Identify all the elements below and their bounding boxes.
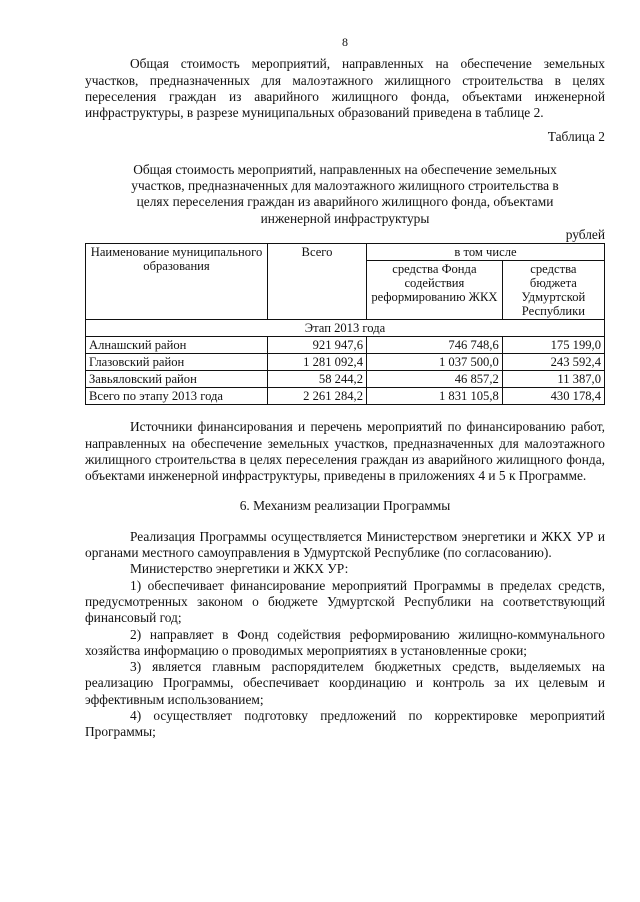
row-name: Глазовский район [86, 354, 268, 371]
sources-paragraph: Источники финансирования и перечень мероприятий по финансированию работ, направленных на обеспечение земельных участков, предназначенных для малоэтажного жилищного строительства в целях переселения граждан из аварийного жилищного фонда, объектами инженерной инфраструктуры, приведены в приложениях 4 и 5 к Программе. [85, 419, 605, 484]
document-page [85, 34, 605, 741]
table-row [86, 337, 605, 354]
row-budget: 430 178,4 [502, 388, 604, 405]
row-name: Всего по этапу 2013 года [86, 388, 268, 405]
mechanism-paragraph: Реализация Программы осуществляется Министерством энергетики и ЖКХ УР и органами местного самоуправления в Удмуртской Республике (по согласованию). [85, 528, 605, 561]
row-fund: 1 831 105,8 [367, 388, 503, 405]
row-fund: 46 857,2 [367, 371, 503, 388]
row-total: 2 261 284,2 [268, 388, 367, 405]
header-total: Всего [268, 244, 367, 320]
header-municipality: Наименование муниципального образования [86, 244, 268, 320]
cost-table [85, 243, 605, 405]
list-item: 2) направляет в Фонд содействия реформированию жилищно-коммунального хозяйства информацию о проводимых мероприятиях в установленные сроки; [85, 626, 605, 658]
list-item: 1) обеспечивает финансирование мероприятий Программы в пределах средств, предусмотренных законом о бюджете Удмуртской Республики на соответствующий финансовый год; [85, 577, 605, 626]
header-fund: средства Фонда содействия реформированию ЖКХ [367, 261, 503, 320]
header-budget: средства бюджета Удмуртской Республики [502, 261, 604, 320]
intro-paragraph: Общая стоимость мероприятий, направленных на обеспечение земельных участков, предназначенных для малоэтажного жилищного строительства в целях переселения граждан из аварийного жилищного фонда, объектами инженерной инфраструктуры, в разрезе муниципальных образований приведена в таблице 2. [85, 56, 605, 121]
units-label: рублей [565, 226, 605, 242]
section-title: 6. Механизм реализации Программы [239, 498, 451, 514]
row-name: Завьяловский район [86, 371, 268, 388]
ministry-heading: Министерство энергетики и ЖКХ УР: [130, 561, 349, 577]
table-caption: Общая стоимость мероприятий, направленных на обеспечение земельных участков, предназначенных для малоэтажного жилищного строительства в целях переселения граждан из аварийного жилищного фонда, объектами инженерной инфраструктуры [131, 161, 559, 226]
table-row [86, 388, 605, 405]
row-name: Алнашский район [86, 337, 268, 354]
list-item: 3) является главным распорядителем бюджетных средств, выделяемых на реализацию Программы, обеспечивает координацию и контроль за их целевым и эффективным использованием; [85, 659, 605, 707]
row-fund: 1 037 500,0 [367, 354, 503, 371]
table-row [86, 354, 605, 371]
list-item: 4) осуществляет подготовку предложений по корректировке мероприятий Программы; [85, 708, 605, 740]
row-total: 58 244,2 [268, 371, 367, 388]
row-budget: 175 199,0 [502, 337, 604, 354]
table-label: Таблица 2 [547, 129, 605, 145]
page-number: 8 [342, 35, 348, 49]
row-budget: 11 387,0 [502, 371, 604, 388]
row-total: 1 281 092,4 [268, 354, 367, 371]
row-budget: 243 592,4 [502, 354, 604, 371]
stage-row: Этап 2013 года [86, 320, 605, 337]
header-including: в том числе [367, 244, 605, 261]
row-fund: 746 748,6 [367, 337, 503, 354]
row-total: 921 947,6 [268, 337, 367, 354]
table-row [86, 371, 605, 388]
